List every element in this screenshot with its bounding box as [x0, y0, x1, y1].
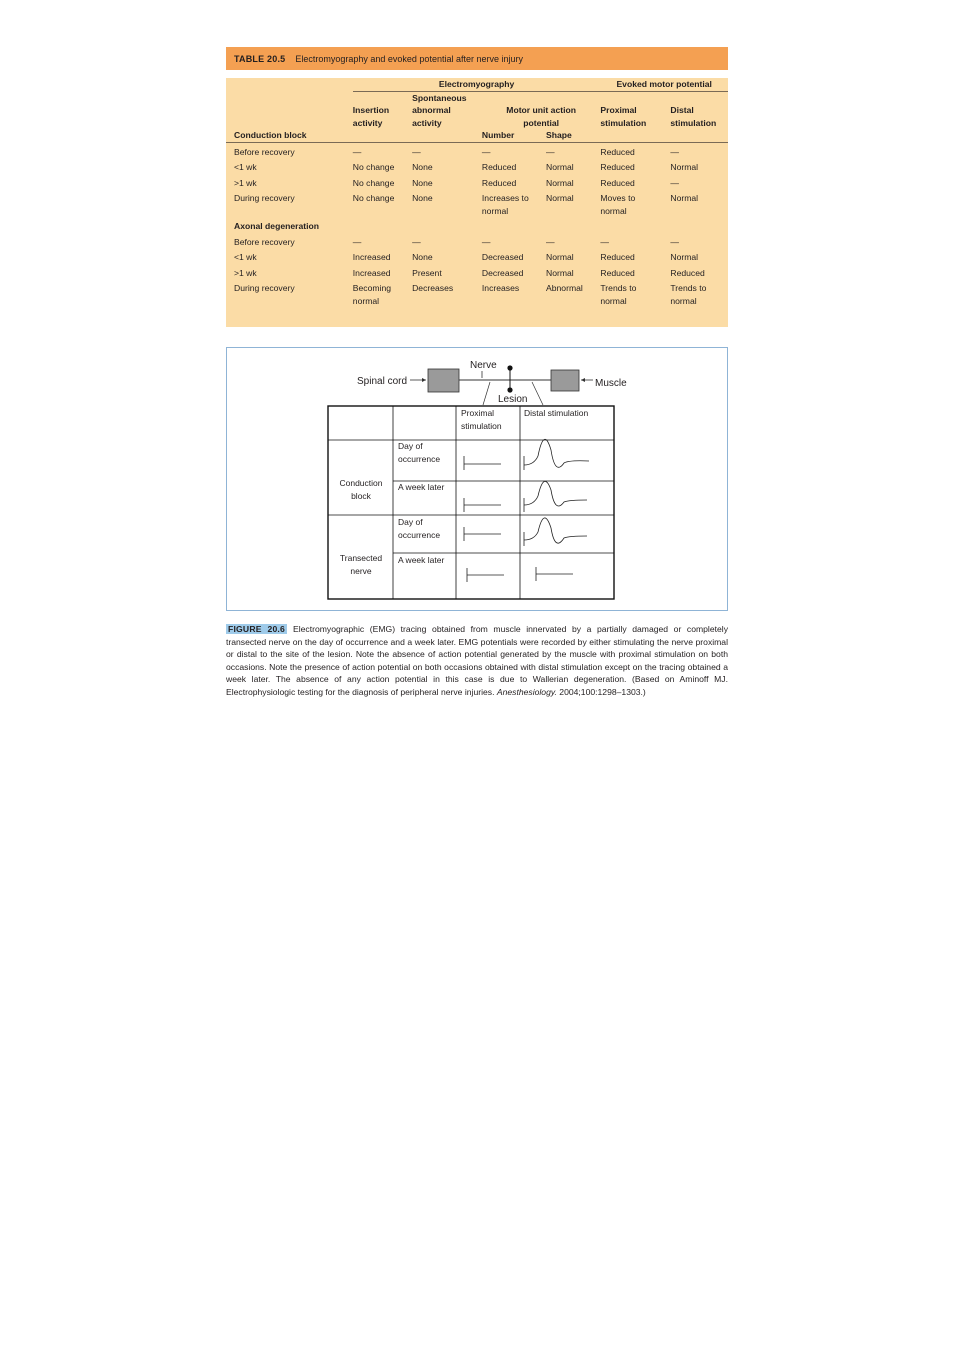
cell: Trends to normal: [600, 283, 637, 306]
cell: Decreased: [481, 252, 524, 262]
trace-flat-proximal-2: [464, 498, 501, 512]
table-row: [226, 161, 728, 174]
cell: —: [546, 236, 555, 247]
cell: —: [481, 146, 491, 157]
cell: —: [600, 236, 609, 247]
col-insertion: Insertion activity: [352, 105, 390, 128]
col-shape: Shape: [546, 129, 600, 142]
cell: Increased: [352, 267, 391, 278]
figure-20-6: [226, 347, 728, 611]
cell: —: [352, 236, 362, 247]
cell: Reduced: [670, 267, 705, 278]
cell: —: [670, 177, 679, 188]
cell: Reduced: [600, 177, 635, 188]
cell: Normal: [670, 252, 699, 262]
cell: Normal: [546, 162, 574, 172]
cell: Abnormal: [546, 283, 583, 293]
cell: Reduced: [481, 177, 517, 188]
cell: Reduced: [600, 252, 635, 262]
col-header-distal: Distal stimulation: [524, 408, 589, 418]
cell: Normal: [670, 193, 699, 203]
row-label: During recovery: [234, 193, 295, 203]
cell: No change: [352, 162, 395, 172]
nerve-injury-table: [226, 78, 728, 307]
col-muap: Motor unit action potential: [506, 105, 576, 128]
col-number: Number: [482, 129, 546, 142]
cell: Increases: [481, 283, 520, 293]
caption-text: Electromyographic (EMG) tracing obtained from muscle innervated by a partially damaged or completely transected nerve on the day of occurrence and a week later. EMG potentials were recorded by either stimulating the nerve proximal or distal to the site of the lesion. Note the absence of action potential generated by the muscle with proximal stimulation on both occasions. Note the presence of action potential on both occasions obtained with distal stimulation except on the tracing obtained a week later. The absence of any action potential in this case is due to Wallerian degeneration. (Based on Aminoff MJ. Electrophysiologic testing for the diagnosis of peripheral nerve injuries.: [226, 624, 728, 697]
row-label: Before recovery: [234, 146, 295, 157]
row-day-1b: occurrence: [398, 454, 441, 464]
group-header-emg: Electromyography: [353, 78, 601, 91]
cell: —: [412, 146, 421, 157]
cell: Decreased: [481, 267, 524, 278]
cell: Normal: [546, 267, 574, 278]
cell: No change: [352, 177, 395, 188]
trace-flat-distal-4: [536, 567, 573, 581]
cell: —: [481, 236, 491, 247]
trace-ap-distal-3: [524, 518, 587, 546]
row-label: >1 wk: [234, 267, 257, 278]
cell: —: [412, 236, 421, 247]
cell: None: [412, 162, 433, 172]
group-transected-2: nerve: [350, 566, 372, 576]
group-conduction-1: Conduction: [339, 478, 383, 488]
trace-ap-distal-1: [524, 439, 589, 470]
row-label: >1 wk: [234, 177, 257, 188]
arrowhead: [422, 378, 426, 382]
muscle-box: [551, 370, 579, 391]
section-conduction-block: Conduction block: [226, 129, 353, 142]
arrowhead: [581, 378, 585, 382]
row-label: <1 wk: [234, 162, 257, 172]
cell: Moves to normal: [600, 193, 636, 216]
table-title-bar: [226, 47, 728, 70]
table-row: [226, 177, 728, 190]
trace-flat-proximal-3: [464, 527, 501, 541]
emg-diagram: [227, 348, 727, 610]
cell: None: [412, 252, 433, 262]
table-title: Electromyography and evoked potential after nerve injury: [295, 53, 523, 64]
table-label: TABLE 20.5: [234, 53, 286, 64]
table-row: [226, 236, 728, 249]
table-row: [226, 267, 728, 280]
trace-flat-proximal-1: [464, 456, 501, 470]
cell: Present: [412, 267, 442, 278]
cell: None: [412, 177, 433, 188]
cell: —: [546, 146, 555, 157]
cell: Normal: [546, 177, 574, 188]
trace-flat-proximal-4: [467, 568, 504, 582]
group-transected-1: Transected: [339, 553, 383, 563]
table-row: [226, 192, 728, 217]
cell: Reduced: [481, 162, 517, 172]
spinal-cord-box: [428, 369, 459, 392]
row-day-2a: Day of: [398, 517, 423, 527]
cell: Normal: [546, 252, 574, 262]
row-label: <1 wk: [234, 252, 257, 262]
caption-journal: Anesthesiology.: [496, 686, 557, 697]
table-body: [226, 78, 728, 327]
cell: No change: [352, 193, 395, 203]
cell: Reduced: [600, 146, 635, 157]
group-conduction-2: block: [351, 491, 371, 501]
spinal-cord-label: Spinal cord: [357, 376, 408, 387]
cell: Becoming normal: [352, 283, 392, 306]
cell: —: [670, 146, 679, 157]
row-day-1a: Day of: [398, 441, 423, 451]
lesion-label: Lesion: [498, 394, 528, 405]
row-day-2b: occurrence: [398, 530, 441, 540]
distal-pointer: [532, 382, 543, 405]
row-label: During recovery: [234, 283, 295, 293]
cell: Reduced: [600, 162, 635, 172]
distal-electrode: [507, 387, 512, 392]
nerve-label: Nerve: [470, 360, 497, 371]
figure-caption: [226, 623, 728, 699]
cell: Trends to normal: [670, 283, 707, 306]
col-header-proximal-1: Proximal: [461, 408, 495, 418]
cell: Increased: [352, 252, 391, 262]
table-row: [226, 282, 728, 307]
figure-label: FIGURE 20.6: [228, 624, 285, 634]
muscle-label: Muscle: [595, 378, 627, 389]
cell: None: [412, 193, 433, 203]
cell: Normal: [546, 193, 574, 203]
caption-citation: 2004;100:1298–1303.): [559, 686, 646, 697]
col-distal: Distal stimulation: [670, 105, 717, 128]
table-row: [226, 146, 728, 159]
col-header-proximal-2: stimulation: [461, 421, 502, 431]
cell: Reduced: [600, 267, 635, 278]
cell: —: [352, 146, 362, 157]
col-proximal: Proximal stimulation: [600, 105, 647, 128]
cell: Increases to normal: [481, 193, 529, 216]
group-header-emp: Evoked motor potential: [600, 78, 728, 91]
row-label: Before recovery: [234, 236, 295, 247]
table-20-5: [226, 47, 728, 327]
section-axonal-degeneration: Axonal degeneration: [234, 221, 319, 231]
cell: Normal: [670, 162, 699, 172]
cell: —: [670, 236, 679, 247]
cell: Decreases: [412, 283, 454, 293]
col-spontaneous: Spontaneous abnormal activity: [412, 92, 467, 128]
trace-ap-distal-2: [524, 481, 587, 512]
proximal-pointer: [483, 382, 490, 405]
row-week-1: A week later: [398, 482, 445, 492]
table-row: [226, 251, 728, 264]
row-week-2: A week later: [398, 555, 445, 565]
